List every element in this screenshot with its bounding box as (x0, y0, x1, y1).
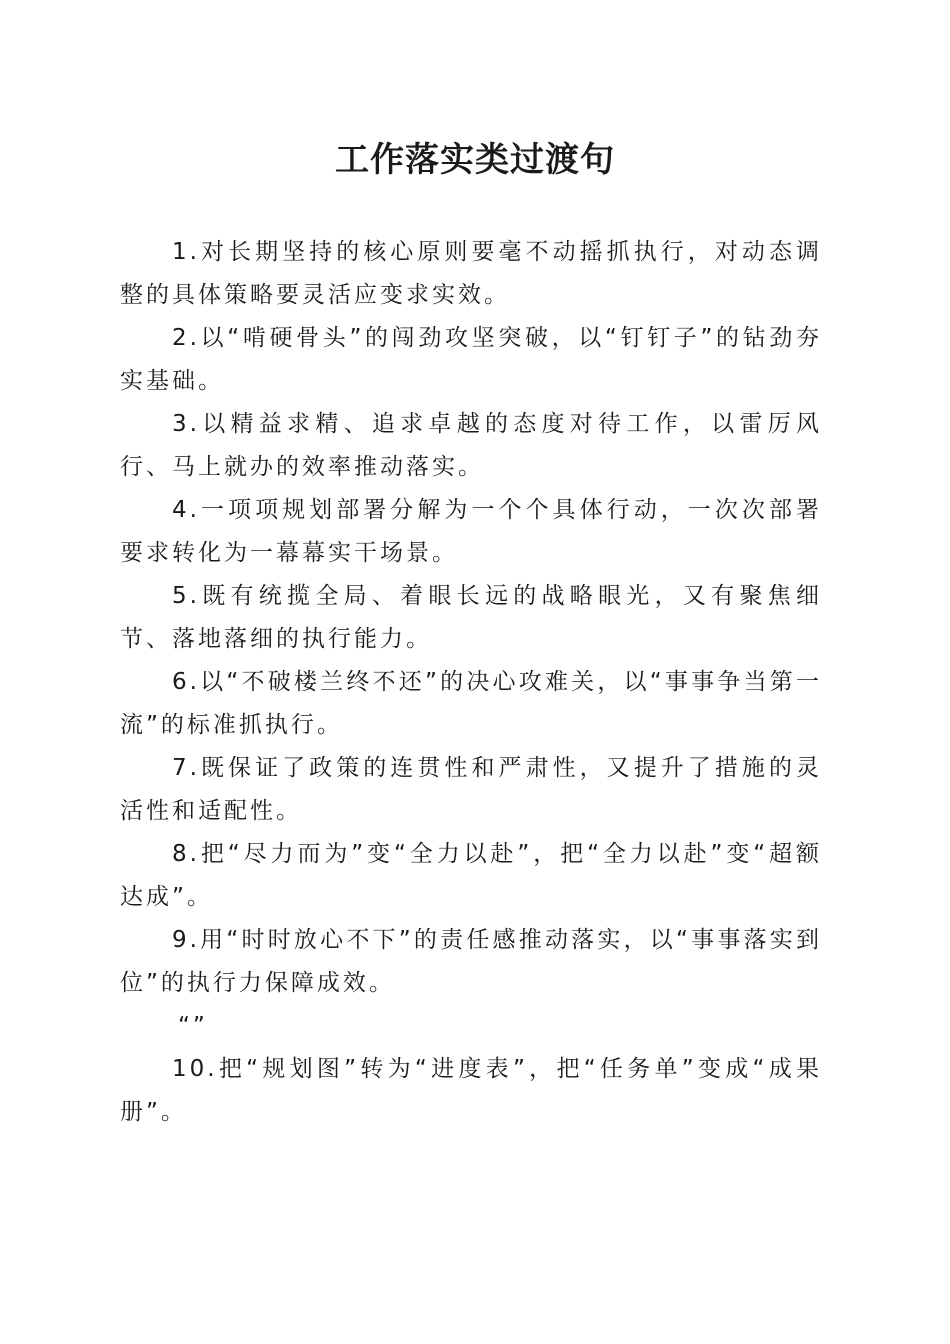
paragraph-3: 3.以精益求精、追求卓越的态度对待工作，以雷厉风行、马上就办的效率推动落实。 (120, 411, 822, 480)
paragraph-7: 7.既保证了政策的连贯性和严肃性，又提升了措施的灵活性和适配性。 (120, 755, 822, 824)
paragraph-9: 9.用“时时放心不下”的责任感推动落实，以“事事落实到位”的执行力保障成效。 (120, 927, 822, 996)
document-body (120, 231, 822, 1134)
paragraph-5: 5.既有统揽全局、着眼长远的战略眼光，又有聚焦细节、落地落细的执行能力。 (120, 583, 822, 652)
paragraph-1: 1.对长期坚持的核心原则要毫不动摇抓执行，对动态调整的具体策略要灵活应变求实效。 (120, 239, 822, 308)
paragraph-4: 4.一项项规划部署分解为一个个具体行动，一次次部署要求转化为一幕幕实干场景。 (120, 497, 822, 566)
document-title: 工作落实类过渡句 (335, 140, 615, 180)
paragraph-10: 10.把“规划图”转为“进度表”，把“任务单”变成“成果册”。 (120, 1056, 822, 1125)
paragraph-8: 8.把“尽力而为”变“全力以赴”，把“全力以赴”变“超额达成”。 (120, 841, 822, 910)
paragraph-6: 6.以“不破楼兰终不还”的决心攻难关，以“事事争当第一流”的标准抓执行。 (120, 669, 822, 738)
stray-quotes: “” (178, 1013, 208, 1039)
paragraph-2: 2.以“啃硬骨头”的闯劲攻坚突破，以“钉钉子”的钻劲夯实基础。 (120, 325, 822, 394)
